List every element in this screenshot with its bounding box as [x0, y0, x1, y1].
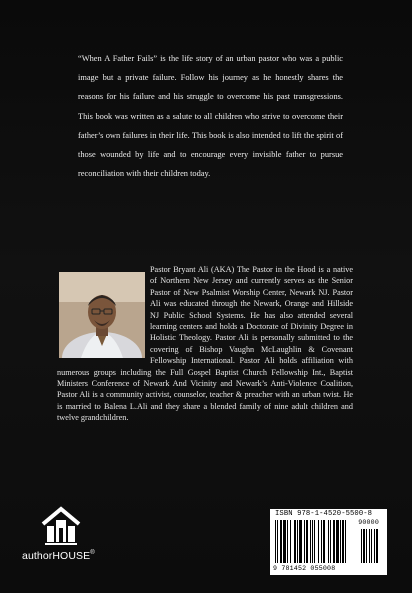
registered-mark: ® [90, 550, 95, 556]
barcode-digits [273, 519, 385, 572]
addon-bar [369, 529, 370, 563]
barcode-stripes [273, 520, 385, 565]
barcode-bar [323, 520, 325, 563]
barcode-bar [304, 520, 305, 563]
publisher-logo [22, 506, 104, 574]
author-bio [57, 264, 353, 424]
barcode-bar [280, 520, 282, 563]
barcode-bar [290, 520, 291, 563]
addon-bar [371, 529, 372, 563]
addon-bar [363, 529, 365, 563]
addon-bar [376, 529, 378, 563]
barcode-bar [321, 520, 322, 563]
isbn-barcode [270, 509, 387, 575]
publisher-name-text: authorHOUSE [22, 550, 91, 562]
barcode-bar [314, 520, 315, 563]
barcode-bar [287, 520, 288, 563]
barcode-bar [340, 520, 341, 563]
barcode-bar [297, 520, 298, 563]
barcode-bar [310, 520, 311, 563]
barcode-bar [312, 520, 313, 563]
barcode-bar [333, 520, 335, 563]
publisher-house-icon [39, 506, 83, 546]
addon-bar [361, 529, 362, 563]
isbn-label: ISBN 978-1-4520-5500-8 [275, 510, 373, 518]
barcode-bar [275, 520, 276, 563]
author-bio-text: Pastor Bryant Ali (AKA) The Pastor in the Hood is a native of Northern New Jersey and currently serves as the Senior Pastor of New Psalmist Worship Center, Newark NJ. Pastor Ali was educated through the Newark, Orange and Hillside NJ Public School Systems. He has also attended several learning centers and holds a Doctorate of Divinity Degree in Holistic Theology. Pastor Ali is personally submitted to the covering of Bishop Vaughn McLaughlin & Covenant Fellowship International. Pastor Ali holds affiliation with numerous groups including the Full Gospel Baptist Church Fellowship Int., Baptist Ministers Conference of Newark And Vicinity and Newark’s Anti-Violence Coalition, Pastor Ali is a community activist, counselor, teacher & preacher with an urban twist. He is married to Balena L.Ali and they share a blended family of nine adult children and twelve grandchildren. [57, 265, 353, 423]
barcode-bar [328, 520, 329, 563]
addon-bar [374, 529, 375, 563]
barcode-bars [273, 520, 385, 565]
barcode-bar [318, 520, 319, 563]
book-blurb: “When A Father Fails” is the life story of an urban pastor who was a public image but a private failure. Follow his journey as he honestly shares the reasons for his failure and his struggle to overcome his past transgressions. This book was written as a salute to all children who strive to overcome their father’s own failures in their life. This book is also intended to lift the spirit of those wounded by life and to encourage every invisible father to pursue reconciliation with their children today. [78, 54, 343, 179]
barcode-bar [283, 520, 286, 563]
barcode-bar [336, 520, 339, 563]
barcode-bar [299, 520, 302, 563]
publisher-name [22, 550, 104, 562]
photo-spacer [57, 264, 150, 362]
barcode-digits-text: 9 781452 055008 [273, 565, 336, 572]
price-code: 90000 [358, 519, 379, 526]
barcode-bar [345, 520, 346, 563]
barcode-bar [330, 520, 331, 563]
barcode-bar [306, 520, 308, 563]
barcode-bar [342, 520, 344, 563]
barcode-bar [277, 520, 278, 563]
addon-bar [366, 529, 367, 563]
barcode-bar [294, 520, 296, 563]
